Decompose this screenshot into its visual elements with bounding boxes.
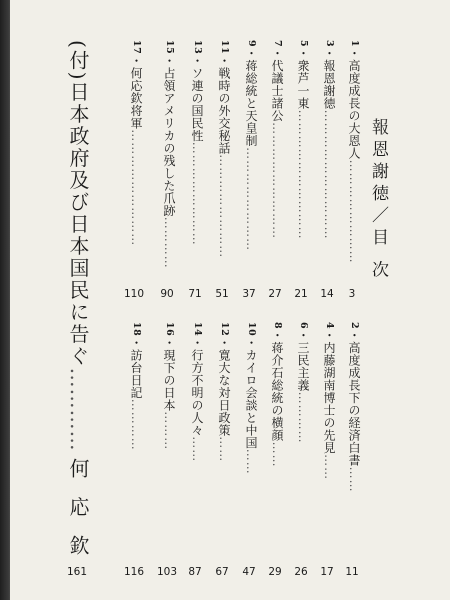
toc-entry-3: 3・報恩謝徳…………………………: [322, 40, 336, 240]
toc-entry-6: 6・三民主義…………: [296, 322, 310, 444]
entry-title: 寛大な対日政策: [217, 348, 231, 437]
entry-page: 71: [188, 288, 202, 300]
entry-page: 14: [320, 288, 334, 300]
toc-entry-2: 2・高度成長下の経済白書……: [347, 322, 361, 493]
toc-entry-8: 8・蒋介石総統の横顔……: [270, 322, 284, 468]
appendix-entry: (付)日本政府及び日本国民に告ぐ…………: [66, 40, 90, 452]
entry-title: 報恩謝徳: [322, 59, 336, 110]
entry-page: 17: [320, 566, 334, 578]
entry-page: 67: [215, 566, 229, 578]
entry-title: 占領アメリカの残した爪跡: [162, 66, 176, 217]
entry-title: 行方不明の人々: [190, 348, 204, 437]
entry-page: 26: [294, 566, 308, 578]
page-title: 報恩謝徳／目 次: [368, 118, 388, 283]
appendix-page: 161: [66, 566, 88, 578]
toc-entry-12: 12・寛大な対日政策……: [217, 322, 231, 463]
entry-page: 51: [215, 288, 229, 300]
toc-entry-1: 1・高度成長の大恩人……………………: [347, 40, 361, 264]
entry-title: 蒋総統と天皇制: [244, 59, 258, 148]
entry-page: 116: [123, 566, 145, 578]
toc-page: [10, 0, 450, 600]
entry-title: 訪台日記: [129, 348, 143, 399]
entry-page: 29: [268, 566, 282, 578]
entry-title: 衆芦一東: [296, 59, 310, 110]
toc-entry-17: 17・何応欽将軍………………………: [129, 40, 143, 247]
entry-title: 高度成長下の経済白書: [347, 341, 361, 467]
entry-title: カイロ会談と中国: [244, 348, 258, 449]
entry-title: 何応欽将軍: [129, 66, 143, 130]
entry-page: 11: [345, 566, 359, 578]
entry-title: 三民主義: [296, 341, 310, 392]
entry-page: 90: [160, 288, 174, 300]
appendix-title: 日本政府及び日本国民に告ぐ: [66, 81, 90, 368]
toc-entry-11: 11・戦時の外交秘話……………………: [217, 40, 231, 259]
toc-entry-14: 14・行方不明の人々……: [190, 322, 204, 463]
toc-entry-4: 4・内藤湖南博士の先見……: [322, 322, 336, 481]
toc-entry-5: 5・衆芦一東…………………………: [296, 40, 310, 240]
toc-entry-15: 15・占領アメリカの残した爪跡…………: [162, 40, 176, 269]
entry-title: 戦時の外交秘話: [217, 66, 231, 155]
entry-page: 110: [123, 288, 145, 300]
toc-entry-13: 13・ソ連の国民性……………………: [190, 40, 204, 246]
entry-page: 21: [294, 288, 308, 300]
appendix-author: 何 応 欽: [66, 458, 90, 561]
toc-entry-9: 9・蒋総統と天皇制……………………: [244, 40, 258, 252]
toc-entry-18: 18・訪台日記…………: [129, 322, 143, 451]
entry-page: 37: [242, 288, 256, 300]
entry-title: 内藤湖南博士の先見: [322, 341, 336, 455]
entry-number: 1: [349, 40, 360, 48]
toc-entry-16: 16・現下の日本………: [162, 322, 176, 451]
entry-page: 103: [156, 566, 178, 578]
entry-page: 27: [268, 288, 282, 300]
entry-title: 蒋介石総統の横顔: [270, 341, 284, 442]
entry-page: 3: [348, 288, 356, 300]
toc-entry-7: 7・代議士諸公………………………: [270, 40, 284, 240]
entry-title: 現下の日本: [162, 348, 176, 412]
entry-title: 代議士諸公: [270, 59, 284, 123]
entry-title: ソ連の国民性: [190, 66, 204, 142]
toc-entry-10: 10・カイロ会談と中国……: [244, 322, 258, 475]
appendix-label: (付): [66, 40, 90, 82]
entry-page: 47: [242, 566, 256, 578]
entry-title: 高度成長の大恩人: [347, 59, 361, 160]
entry-page: 87: [188, 566, 202, 578]
